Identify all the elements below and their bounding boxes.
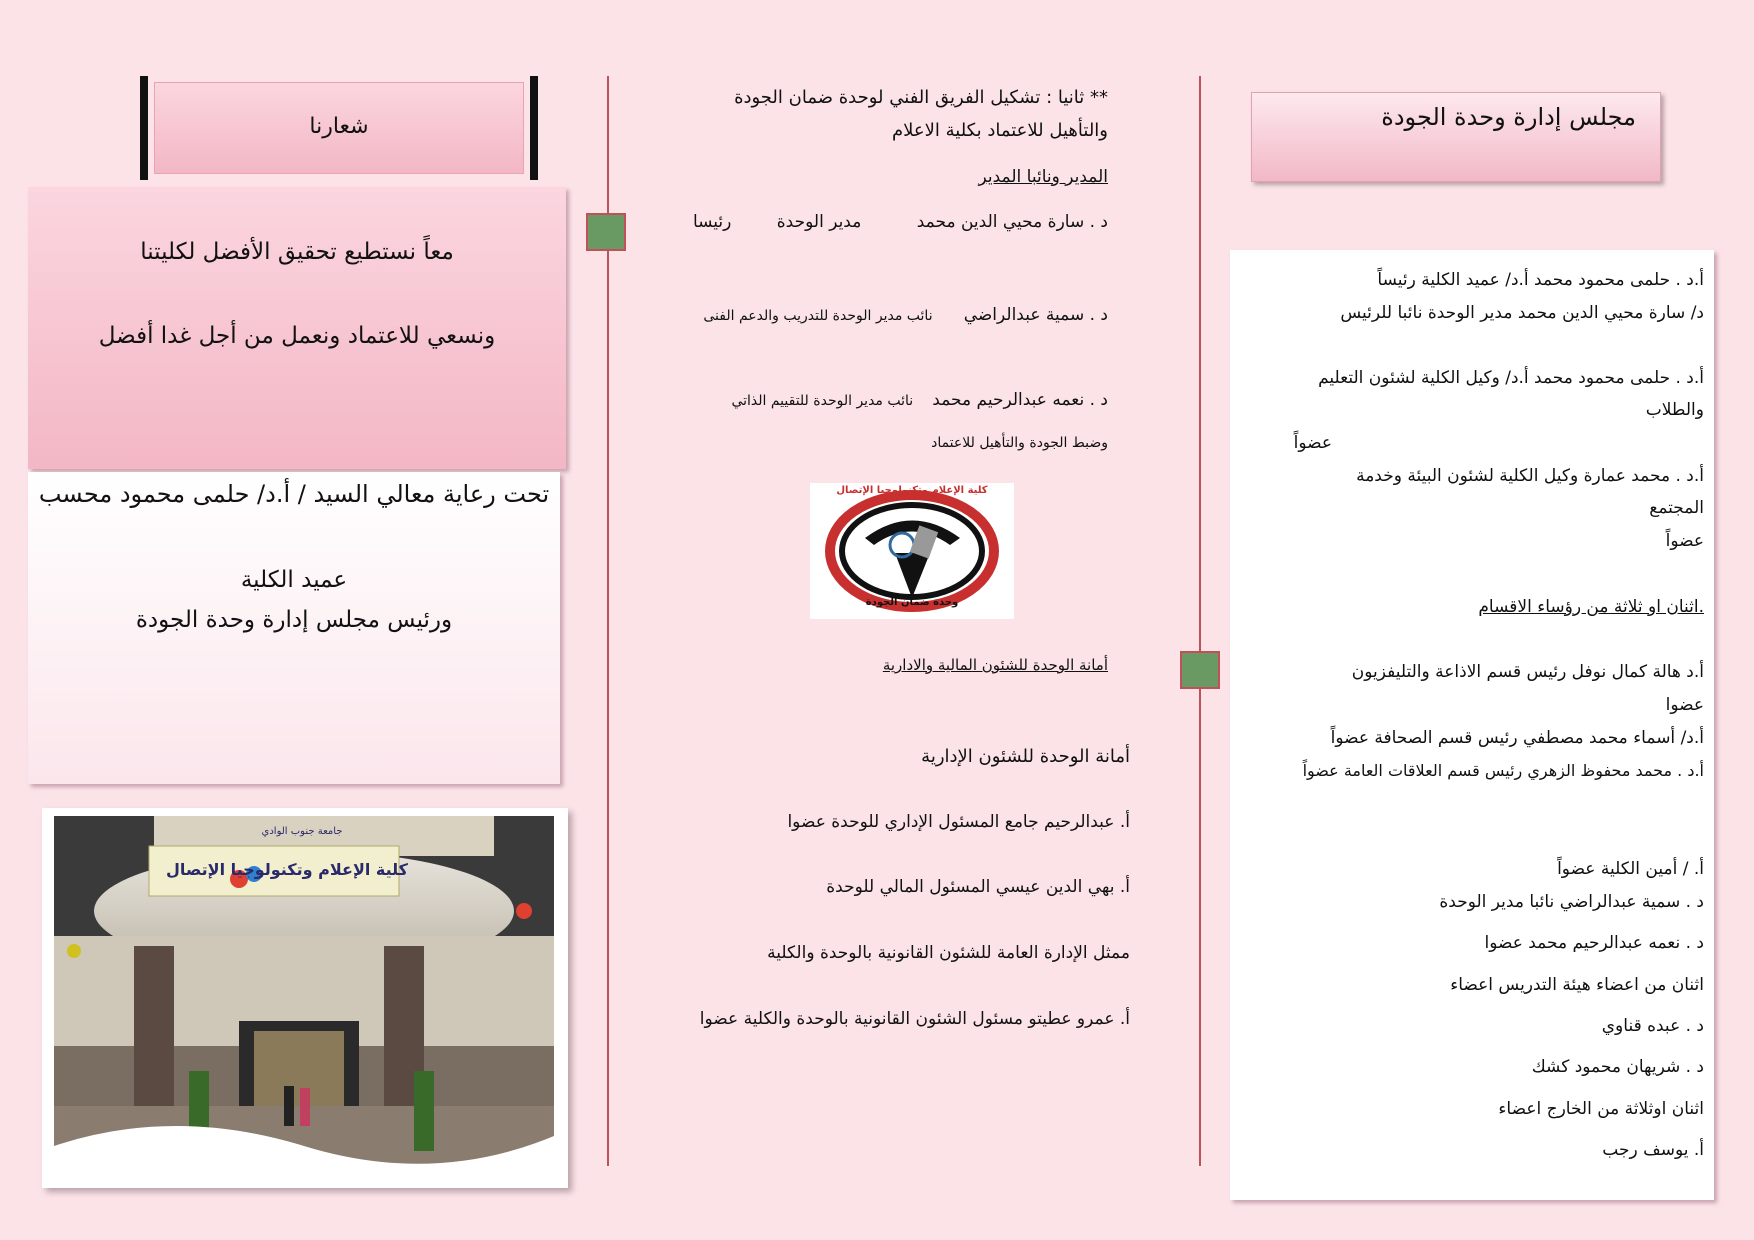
board-line-16: اثنان من اعضاء هيئة التدريس اعضاء [1450,975,1704,995]
team-member-3: ممثل الإدارة العامة للشئون القانونية بالوحدة والكلية [767,943,1130,963]
slogan-line-2: ونسعي للاعتماد ونعمل من أجل غدا أفضل [98,323,496,349]
slogan-box [28,187,566,469]
board-line-17: د . عبده قناوي [1601,1016,1704,1036]
board-line-4: والطلاب [1645,400,1704,420]
board-line-13: أ. / أمين الكلية عضواً [1557,859,1704,879]
board-line-15: د . نعمه عبدالرحيم محمد عضوا [1484,933,1704,953]
team-heading-2: والتأهيل للاعتماد بكلية الاعلام [892,120,1108,141]
technical-team-section [620,0,1130,1240]
board-line-7: المجتمع [1649,498,1704,518]
deputy-2-name: د . نعمه عبدالرحيم محمد [932,390,1108,410]
board-sub-heads: .اثنان او ثلاثة من رؤساء الاقسام [1478,597,1704,617]
team-sub-finance: أمانة الوحدة للشئون المالية والادارية [882,656,1108,674]
board-line-14: د . سمية عبدالراضي نائبا مدير الوحدة [1439,892,1704,912]
team-row-director [620,212,1108,232]
logo-text-bottom: وحدة ضمان الجودة [865,597,959,608]
deputy-2-role-cont: وضبط الجودة والتأهيل للاعتماد [931,435,1108,451]
deputy-2-role: نائب مدير الوحدة للتقييم الذاتي [731,393,914,409]
team-member-1: أ. عبدالرحيم جامع المسئول الإداري للوحدة عضوا [787,812,1130,832]
team-sub-admin: أمانة الوحدة للشئون الإدارية [921,746,1130,767]
board-members-list [1252,0,1704,1240]
team-heading-1: ** ثانيا : تشكيل الفريق الفني لوحدة ضمان الجودة [734,87,1108,108]
photo-banner-text: كلية الإعلام وتكنولوجيا الإتصال [166,860,408,879]
photo-small-text: جامعة جنوب الوادي [261,826,343,837]
slogan-frame [140,76,538,180]
board-line-20: أ. يوسف رجب [1602,1140,1704,1160]
team-sub-directors: المدير ونائبا المدير [978,167,1108,187]
patron-line-1: تحت رعاية معالي السيد / أ.د/ حلمى محمود محسب [38,480,550,508]
board-title: مجلس إدارة وحدة الجودة [1381,103,1636,131]
slogan-title: شعارنا [309,114,369,139]
board-line-1: أ.د . حلمى محمود محمد أ.د/ عميد الكلية رئيساً [1377,270,1704,290]
quality-unit-logo [810,483,1014,619]
slogan-line-1: معاً نستطيع تحقيق الأفضل لكليتنا [140,239,454,265]
board-line-8: عضواً [1665,531,1704,551]
board-line-2: د/ سارة محيي الدين محمد مدير الوحدة نائبا للرئيس [1340,303,1704,323]
board-line-10: عضوا [1665,695,1704,715]
director-role: مدير الوحدة [776,212,862,232]
director-status: رئيسا [692,212,732,232]
team-member-4: أ. عمرو عطيتو مسئول الشئون القانونية بالوحدة والكلية عضوا [699,1009,1130,1029]
patron-line-3: ورئيس مجلس إدارة وحدة الجودة [135,607,453,633]
faculty-photo [42,808,568,1188]
deputy-1-role: نائب مدير الوحدة للتدريب والدعم الفنى [703,308,933,324]
board-line-5: عضواً [1293,433,1332,453]
board-line-18: د . شريهان محمود كشك [1531,1057,1704,1077]
patron-box [28,472,560,784]
board-line-19: اثنان اوثلاثة من الخارج اعضاء [1498,1099,1704,1119]
board-line-12: أ.د . محمد محفوظ الزهري رئيس قسم العلاقات العامة عضواً [1302,761,1704,780]
board-line-9: أ.د هالة كمال نوفل رئيس قسم الاذاعة والتليفزيون [1351,662,1704,682]
divider-square-right [1180,651,1220,689]
director-name: د . سارة محيي الدين محمد [916,212,1108,232]
logo-text-top: كلية الإعلام وتكنولوجيا الإتصال [836,485,988,496]
team-row-deputy-1 [620,305,1108,325]
deputy-1-name: د . سمية عبدالراضي [963,305,1108,325]
divider-right [1199,76,1201,1166]
board-line-11: أ.د/ أسماء محمد مصطفي رئيس قسم الصحافة عضواً [1330,728,1704,748]
board-line-3: أ.د . حلمى محمود محمد أ.د/ وكيل الكلية لشئون التعليم [1318,368,1704,388]
patron-line-2: عميد الكلية [240,567,348,593]
team-member-2: أ. بهي الدين عيسي المسئول المالي للوحدة [826,877,1130,897]
team-row-deputy-2 [620,390,1108,410]
board-line-6: أ.د . محمد عمارة وكيل الكلية لشئون البيئة وخدمة [1356,466,1704,486]
